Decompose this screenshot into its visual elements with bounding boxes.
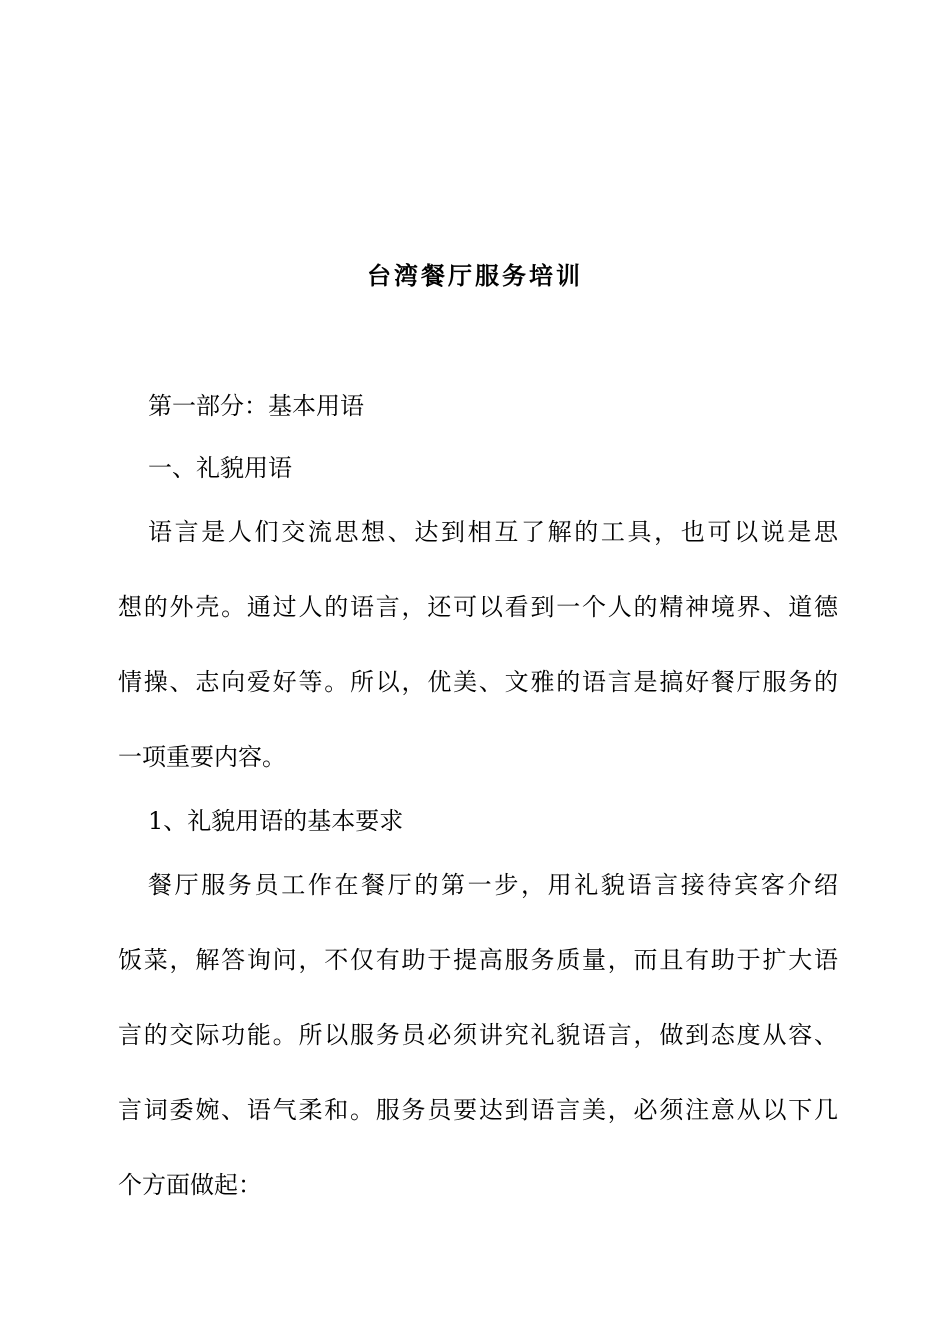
document-title: 台湾餐厅服务培训	[367, 261, 583, 290]
paragraph-1-line: 情操、志向爱好等。所以，优美、文雅的语言是搞好餐厅服务的	[118, 668, 838, 696]
paragraph-2-line: 言词委婉、语气柔和。服务员要达到语言美，必须注意从以下几	[118, 1096, 838, 1124]
paragraph-1-line: 想的外壳。通过人的语言，还可以看到一个人的精神境界、道德	[118, 593, 838, 621]
section-heading: 一、礼貌用语	[148, 454, 292, 482]
paragraph-2-line: 饭菜，解答询问，不仅有助于提高服务质量，而且有助于扩大语	[118, 946, 838, 974]
paragraph-1-line: 语言是人们交流思想、达到相互了解的工具，也可以说是思	[148, 518, 838, 546]
subsection-heading: 1、礼貌用语的基本要求	[148, 807, 404, 835]
part-heading: 第一部分：基本用语	[148, 392, 364, 420]
paragraph-2-line: 餐厅服务员工作在餐厅的第一步，用礼貌语言接待宾客介绍	[148, 871, 838, 899]
paragraph-2-line: 言的交际功能。所以服务员必须讲究礼貌语言，做到态度从容、	[118, 1021, 838, 1049]
paragraph-1-line: 一项重要内容。	[118, 743, 286, 771]
paragraph-2-line: 个方面做起：	[118, 1171, 262, 1199]
